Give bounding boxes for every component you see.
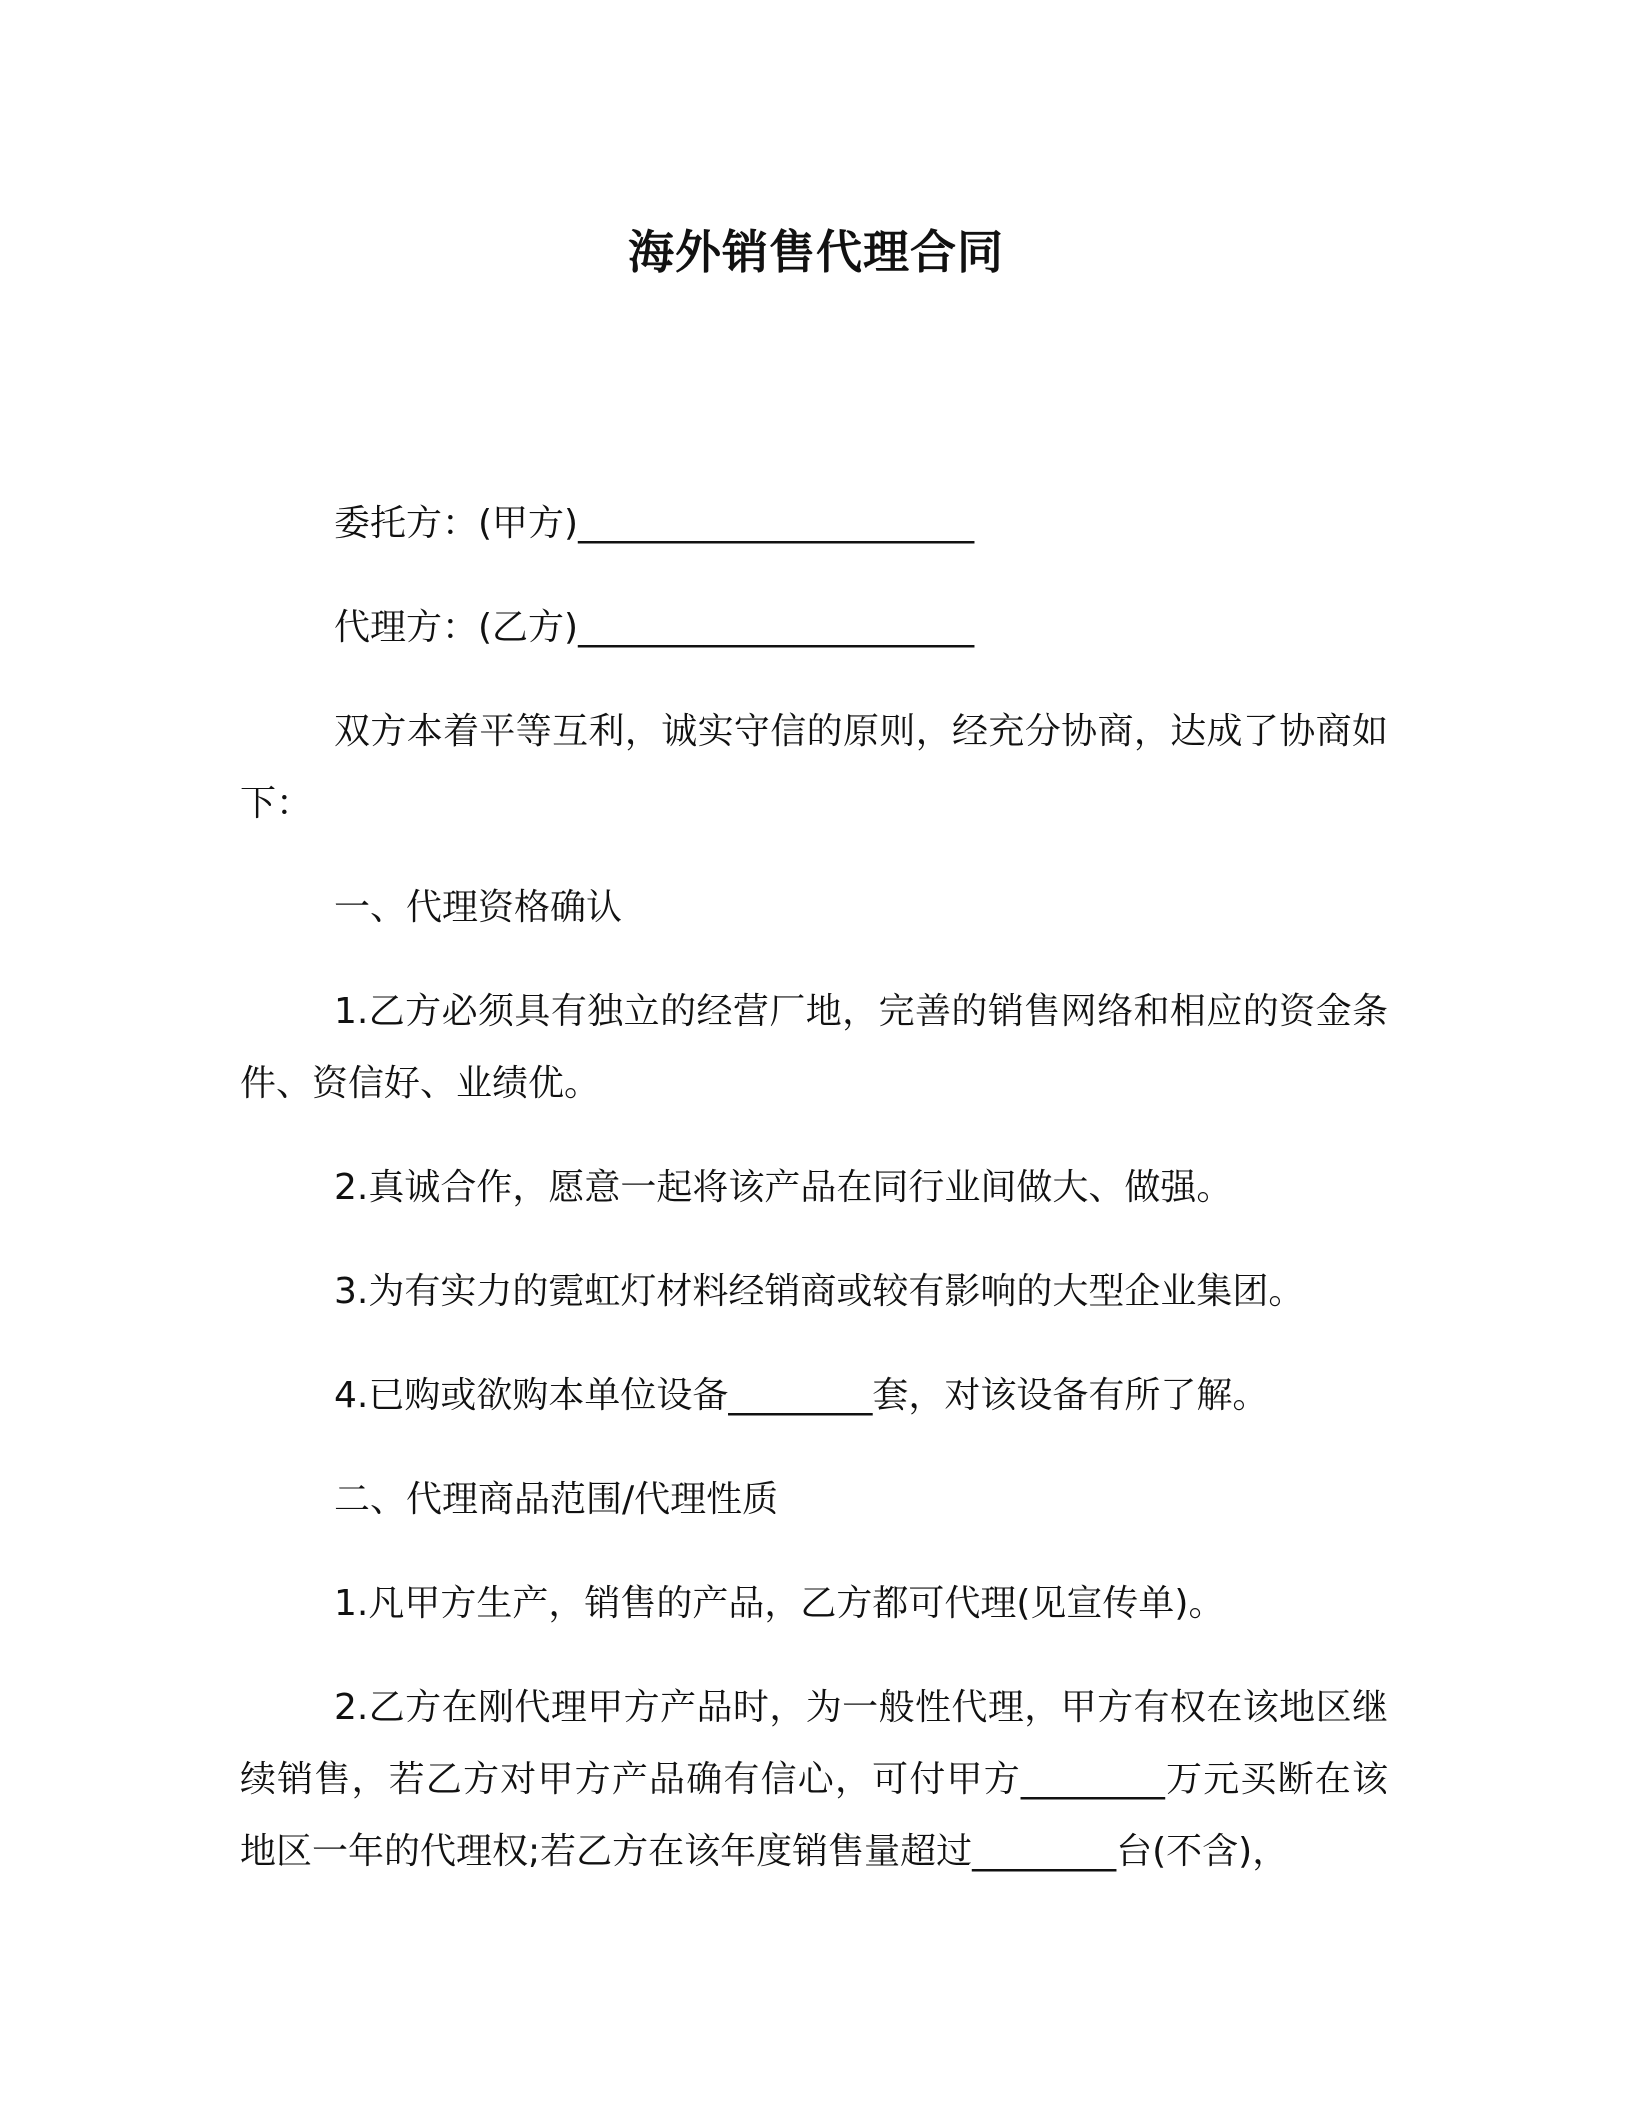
clause-1-2: 2.真诚合作，愿意一起将该产品在同行业间做大、做强。 <box>334 1167 1233 1208</box>
document-body <box>240 488 1388 1920</box>
clause-1-4: 4.已购或欲购本单位设备________套，对该设备有所了解。 <box>334 1375 1269 1416</box>
document-title: 海外销售代理合同 <box>628 225 1004 279</box>
party-a-line: 委托方：(甲方)______________________ <box>334 503 975 544</box>
party-b-line: 代理方：(乙方)______________________ <box>334 607 975 648</box>
clause-1-3: 3.为有实力的霓虹灯材料经销商或较有影响的大型企业集团。 <box>334 1271 1305 1312</box>
preamble-paragraph: 双方本着平等互利，诚实守信的原则，经充分协商，达成了协商如下： <box>240 711 1388 824</box>
clause-1-1: 1.乙方必须具有独立的经营厂地，完善的销售网络和相应的资金条件、资信好、业绩优。 <box>240 991 1388 1104</box>
clause-2-2: 2.乙方在刚代理甲方产品时，为一般性代理，甲方有权在该地区继续销售，若乙方对甲方产品确有信心，可付甲方________万元买断在该地区一年的代理权;若乙方在该年度销售量超过________台(不含)， <box>240 1687 1388 1872</box>
clause-2-1: 1.凡甲方生产，销售的产品，乙方都可代理(见宣传单)。 <box>334 1583 1225 1624</box>
section-heading-1: 一、代理资格确认 <box>334 887 623 928</box>
section-heading-2: 二、代理商品范围/代理性质 <box>334 1479 779 1520</box>
